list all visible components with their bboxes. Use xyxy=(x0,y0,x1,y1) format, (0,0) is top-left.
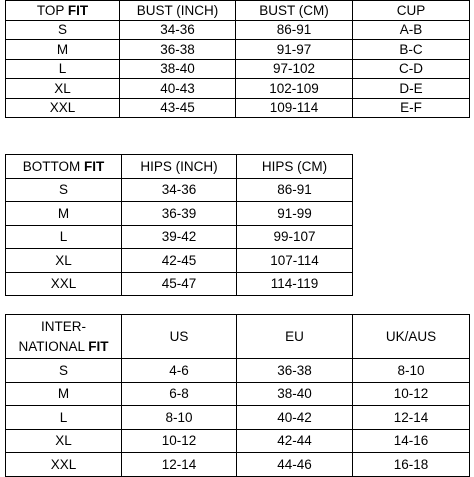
cup-cell: E-F xyxy=(353,98,470,118)
us-cell: 8-10 xyxy=(122,406,237,430)
bust-inch-cell: 43-45 xyxy=(120,98,236,118)
international-fit-header-line2 xyxy=(6,337,121,357)
eu-cell: 44-46 xyxy=(237,453,353,477)
table-row xyxy=(6,382,470,406)
hips-cm-cell: 107-114 xyxy=(237,249,353,273)
cup-cell: D-E xyxy=(353,79,470,99)
bust-inch-cell: 34-36 xyxy=(120,20,236,40)
size-cell: XL xyxy=(6,79,120,99)
eu-cell: 42-44 xyxy=(237,429,353,453)
hips-cm-cell: 99-107 xyxy=(237,225,353,249)
hips-inch-cell: 36-39 xyxy=(122,202,237,226)
size-cell: S xyxy=(6,178,122,202)
table-row xyxy=(6,20,470,40)
bust-cm-cell: 109-114 xyxy=(236,98,353,118)
size-cell: XL xyxy=(6,429,122,453)
table-row xyxy=(6,359,470,383)
bust-cm-cell: 86-91 xyxy=(236,20,353,40)
table-row xyxy=(6,272,353,296)
uk-aus-cell: 8-10 xyxy=(353,359,470,383)
bust-cm-cell: 91-97 xyxy=(236,40,353,60)
bottom-fit-header-hips-cm: HIPS (CM) xyxy=(237,155,353,179)
size-cell: XXL xyxy=(6,272,122,296)
size-cell: L xyxy=(6,59,120,79)
table-row xyxy=(6,406,470,430)
table-row xyxy=(6,79,470,99)
table-row xyxy=(6,40,470,60)
international-fit-table xyxy=(5,314,470,477)
uk-aus-cell: 12-14 xyxy=(353,406,470,430)
size-cell: M xyxy=(6,40,120,60)
uk-aus-cell: 14-16 xyxy=(353,429,470,453)
international-fit-header-us: US xyxy=(122,315,237,359)
international-fit-header-prefix: NATIONAL xyxy=(18,338,89,354)
uk-aus-cell: 16-18 xyxy=(353,453,470,477)
international-fit-header-row xyxy=(6,315,470,359)
top-fit-header-bust-inch: BUST (INCH) xyxy=(120,1,236,21)
us-cell: 6-8 xyxy=(122,382,237,406)
top-fit-header-bust-cm: BUST (CM) xyxy=(236,1,353,21)
bust-inch-cell: 36-38 xyxy=(120,40,236,60)
cup-cell: A-B xyxy=(353,20,470,40)
hips-inch-cell: 45-47 xyxy=(122,272,237,296)
bust-cm-cell: 97-102 xyxy=(236,59,353,79)
table-row xyxy=(6,453,470,477)
uk-aus-cell: 10-12 xyxy=(353,382,470,406)
table-row xyxy=(6,202,353,226)
table-row xyxy=(6,225,353,249)
top-fit-header-cup: CUP xyxy=(353,1,470,21)
top-fit-table xyxy=(5,0,470,118)
cup-cell: B-C xyxy=(353,40,470,60)
table-row xyxy=(6,429,470,453)
international-fit-header-uk-aus: UK/AUS xyxy=(353,315,470,359)
bust-cm-cell: 102-109 xyxy=(236,79,353,99)
us-cell: 4-6 xyxy=(122,359,237,383)
top-fit-header-size xyxy=(6,1,120,21)
cup-cell: C-D xyxy=(353,59,470,79)
bottom-fit-header-prefix: BOTTOM xyxy=(22,158,84,174)
size-cell: XXL xyxy=(6,98,120,118)
size-cell: M xyxy=(6,382,122,406)
international-fit-header-line1: INTER- xyxy=(41,318,86,334)
bottom-fit-header-fit: FIT xyxy=(84,158,105,174)
eu-cell: 36-38 xyxy=(237,359,353,383)
top-fit-header-prefix: TOP xyxy=(36,2,68,18)
hips-inch-cell: 39-42 xyxy=(122,225,237,249)
size-cell: XL xyxy=(6,249,122,273)
size-cell: S xyxy=(6,359,122,383)
hips-cm-cell: 86-91 xyxy=(237,178,353,202)
table-row xyxy=(6,98,470,118)
size-cell: L xyxy=(6,406,122,430)
size-cell: XXL xyxy=(6,453,122,477)
eu-cell: 40-42 xyxy=(237,406,353,430)
bottom-fit-table xyxy=(5,154,353,296)
table-row xyxy=(6,178,353,202)
bottom-fit-header-row xyxy=(6,155,353,179)
top-fit-header-row xyxy=(6,1,470,21)
eu-cell: 38-40 xyxy=(237,382,353,406)
table-row xyxy=(6,59,470,79)
international-fit-header-size xyxy=(6,315,122,359)
top-fit-header-fit: FIT xyxy=(67,2,89,18)
hips-inch-cell: 42-45 xyxy=(122,249,237,273)
size-cell: S xyxy=(6,20,120,40)
us-cell: 12-14 xyxy=(122,453,237,477)
size-cell: M xyxy=(6,202,122,226)
international-fit-header-fit: FIT xyxy=(88,338,109,354)
us-cell: 10-12 xyxy=(122,429,237,453)
hips-inch-cell: 34-36 xyxy=(122,178,237,202)
bottom-fit-header-size xyxy=(6,155,122,179)
bottom-fit-header-hips-inch: HIPS (INCH) xyxy=(122,155,237,179)
size-cell: L xyxy=(6,225,122,249)
bust-inch-cell: 38-40 xyxy=(120,59,236,79)
hips-cm-cell: 114-119 xyxy=(237,272,353,296)
bust-inch-cell: 40-43 xyxy=(120,79,236,99)
hips-cm-cell: 91-99 xyxy=(237,202,353,226)
table-row xyxy=(6,249,353,273)
international-fit-header-eu: EU xyxy=(237,315,353,359)
